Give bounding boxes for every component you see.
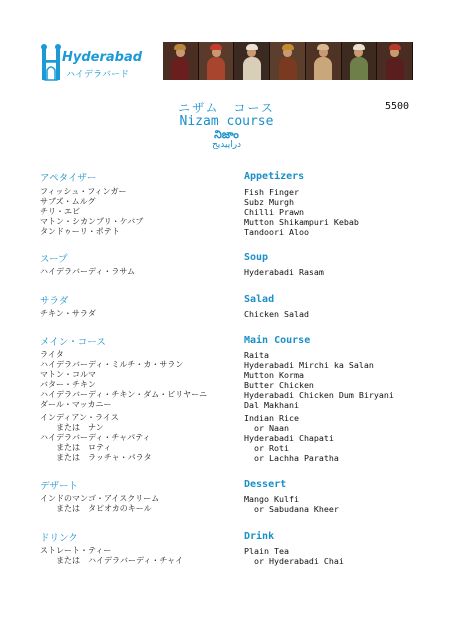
- soup-heading-en: Soup: [244, 252, 269, 263]
- menu-item: ダール・マッカニー: [40, 400, 112, 409]
- menu-item: or Roti: [244, 443, 289, 453]
- nizam-portrait: [306, 42, 342, 80]
- menu-item: ハイデラバーディ・チャパティ: [40, 433, 151, 442]
- menu-item: or Sabudana Kheer: [244, 504, 339, 514]
- drink-heading-jp: ドリンク: [40, 533, 78, 544]
- drink-heading-en: Drink: [244, 531, 275, 542]
- course-title-english: Nizam course: [179, 114, 274, 129]
- main-course-list-jp: [40, 350, 207, 410]
- menu-item: または ハイデラバーディ・チャイ: [40, 556, 184, 565]
- menu-item: Hyderabadi Mirchi ka Salan: [244, 360, 374, 370]
- menu-item: インディアン・ライス: [40, 413, 119, 422]
- nizam-portrait: [342, 42, 378, 80]
- appetizers-heading-jp: アペタイザー: [40, 173, 97, 184]
- nizam-portrait: [199, 42, 235, 80]
- soup-heading-jp: スープ: [40, 254, 68, 265]
- menu-item: Chilli Prawn: [244, 207, 304, 217]
- menu-item: Dal Makhani: [244, 400, 299, 410]
- main-course-list-en: [244, 350, 394, 410]
- menu-item: ストレート・ティー: [40, 546, 112, 555]
- menu-item: Hyderabadi Rasam: [244, 267, 324, 277]
- main-course-heading-jp: メイン・コース: [40, 337, 106, 348]
- logo-katakana: ハイデラバード: [66, 70, 130, 80]
- appetizers-list-en: [244, 187, 359, 237]
- course-title-telugu: నిజాం: [214, 128, 239, 141]
- main-course-sides-jp: [40, 413, 152, 463]
- menu-item: or Naan: [244, 423, 289, 433]
- dessert-heading-en: Dessert: [244, 479, 287, 490]
- main-course-heading-en: Main Course: [244, 335, 311, 346]
- logo-wordmark: Hyderabad: [62, 50, 143, 65]
- soup-list-en: [244, 267, 324, 277]
- salad-heading-en: Salad: [244, 294, 275, 305]
- dessert-list-en: [244, 494, 339, 514]
- dessert-heading-jp: デザート: [40, 481, 79, 492]
- soup-list-jp: [40, 267, 135, 277]
- course-title-japanese: ニザム コース: [178, 101, 275, 115]
- course-title-urdu: دراییدیح: [211, 140, 242, 150]
- menu-item: ライタ: [40, 350, 64, 359]
- menu-item: または ナン: [40, 423, 104, 432]
- menu-item: Mango Kulfi: [244, 494, 299, 504]
- menu-item: ハイデラバーディ・チキン・ダム・ビリヤーニ: [40, 390, 208, 399]
- menu-item: バター・チキン: [40, 380, 96, 389]
- menu-item: サブズ・ムルグ: [40, 197, 96, 206]
- menu-item: または ラッチャ・パラタ: [40, 453, 152, 462]
- menu-item: ハイデラバーディ・ミルチ・カ・サラン: [40, 360, 184, 369]
- menu-item: または ロティ: [40, 443, 112, 452]
- menu-item: or Hyderabadi Chai: [244, 556, 344, 566]
- nizam-portrait: [377, 42, 413, 80]
- menu-item: マトン・シカンプリ・ケバブ: [40, 217, 144, 226]
- menu-item: Mutton Korma: [244, 370, 304, 380]
- appetizers-heading-en: Appetizers: [244, 171, 305, 182]
- menu-item: Fish Finger: [244, 187, 299, 197]
- menu-item: ハイデラバーディ・ラサム: [40, 267, 135, 276]
- menu-item: Chicken Salad: [244, 309, 309, 319]
- menu-item: または タピオカのキール: [40, 504, 152, 513]
- menu-item: Subz Murgh: [244, 197, 294, 207]
- main-course-sides-en: [244, 413, 339, 463]
- course-price: 5500: [385, 101, 410, 112]
- menu-item: Tandoori Aloo: [244, 227, 309, 237]
- menu-item: タンドゥーリ・ポテト: [40, 227, 120, 236]
- menu-item: フィッシュ・フィンガー: [40, 187, 127, 196]
- menu-item: Raita: [244, 350, 269, 360]
- menu-item: Plain Tea: [244, 546, 289, 556]
- menu-item: or Lachha Paratha: [244, 453, 339, 463]
- dessert-list-jp: [40, 494, 159, 514]
- portrait-banner: [163, 42, 413, 80]
- menu-item: チリ・エビ: [40, 207, 80, 216]
- menu-item: マトン・コルマ: [40, 370, 96, 379]
- salad-heading-jp: サラダ: [40, 296, 69, 307]
- salad-list-en: [244, 309, 309, 319]
- menu-item: Indian Rice: [244, 413, 299, 423]
- drink-list-en: [244, 546, 344, 566]
- nizam-portrait: [163, 42, 199, 80]
- appetizers-list-jp: [40, 187, 143, 237]
- menu-item: Hyderabadi Chicken Dum Biryani: [244, 390, 394, 400]
- menu-item: Hyderabadi Chapati: [244, 433, 334, 443]
- menu-item: チキン・サラダ: [40, 309, 96, 318]
- menu-item: インドのマンゴ・アイスクリーム: [40, 494, 160, 503]
- menu-item: Butter Chicken: [244, 380, 314, 390]
- drink-list-jp: [40, 546, 183, 566]
- salad-list-jp: [40, 309, 96, 319]
- menu-item: Mutton Shikampuri Kebab: [244, 217, 359, 227]
- nizam-portrait: [234, 42, 270, 80]
- nizam-portrait: [270, 42, 306, 80]
